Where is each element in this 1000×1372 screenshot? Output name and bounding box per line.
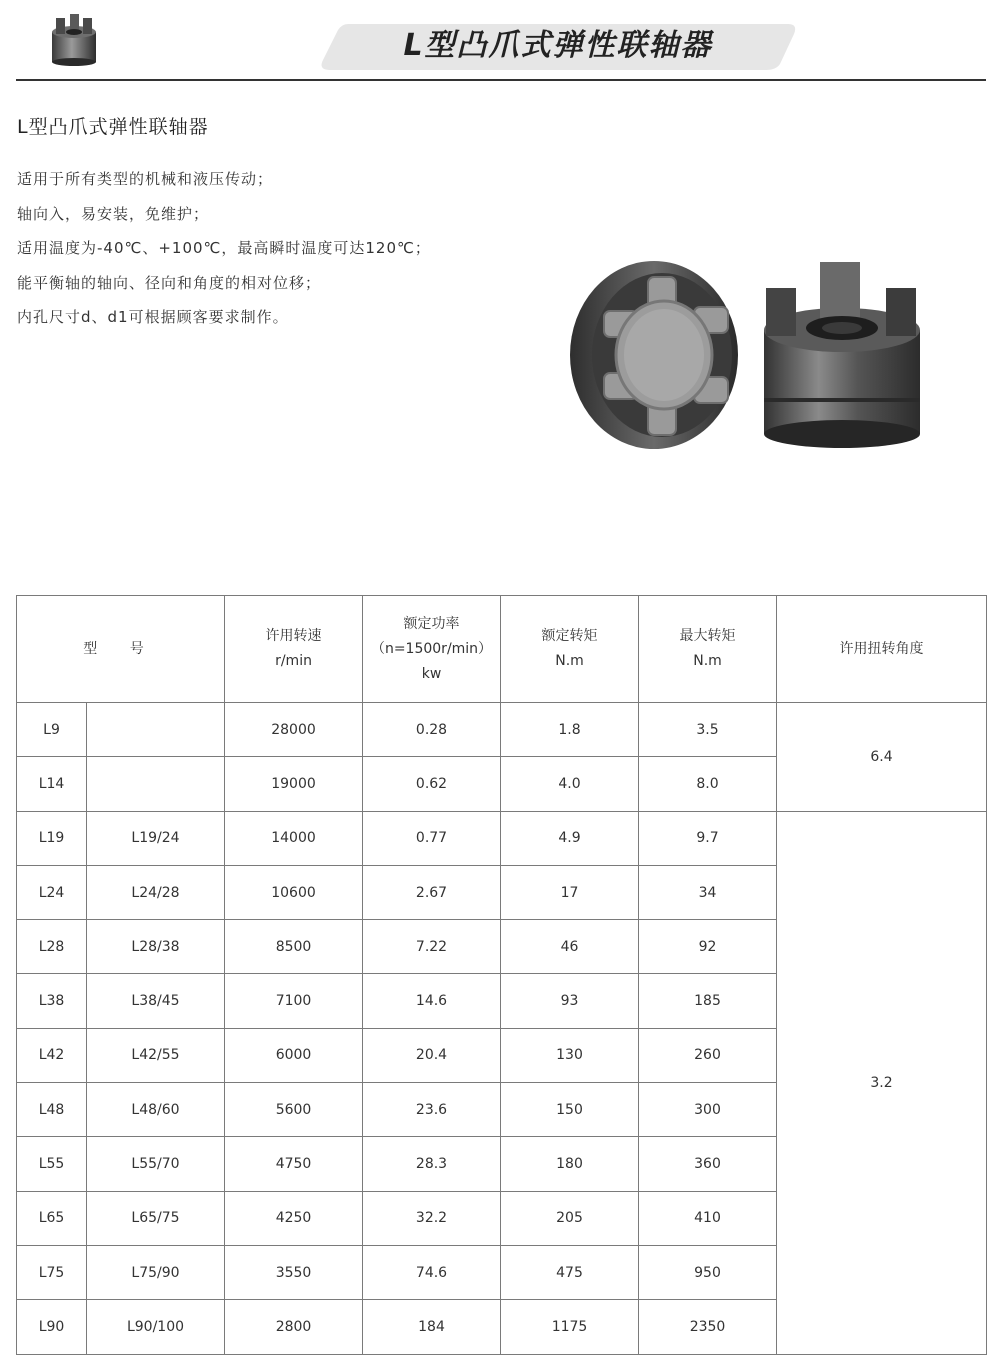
table-row bbox=[17, 811, 987, 865]
cell-alt: L38/45 bbox=[87, 974, 225, 1028]
cell-power: 23.6 bbox=[363, 1083, 501, 1137]
cell-model: L48 bbox=[17, 1083, 87, 1137]
cell-rated-torque: 4.9 bbox=[501, 811, 639, 865]
cell-alt: L42/55 bbox=[87, 1028, 225, 1082]
header-angle: 许用扭转角度 bbox=[777, 596, 987, 703]
cell-speed: 28000 bbox=[225, 703, 363, 757]
cell-max-torque: 950 bbox=[639, 1245, 777, 1299]
cell-max-torque: 300 bbox=[639, 1083, 777, 1137]
feature-item: 适用温度为-40℃、+100℃，最高瞬时温度可达120℃； bbox=[17, 239, 431, 257]
cell-model: L19 bbox=[17, 811, 87, 865]
cell-rated-torque: 475 bbox=[501, 1245, 639, 1299]
cell-alt: L19/24 bbox=[87, 811, 225, 865]
cell-max-torque: 8.0 bbox=[639, 757, 777, 811]
cell-model: L28 bbox=[17, 920, 87, 974]
cell-model: L9 bbox=[17, 703, 87, 757]
cell-power: 74.6 bbox=[363, 1245, 501, 1299]
cell-rated-torque: 130 bbox=[501, 1028, 639, 1082]
banner-title: L型凸爪式弹性联轴器 bbox=[403, 28, 713, 63]
cell-angle-group-1: 6.4 bbox=[777, 703, 987, 812]
cell-power: 0.62 bbox=[363, 757, 501, 811]
cell-power: 14.6 bbox=[363, 974, 501, 1028]
cell-max-torque: 34 bbox=[639, 865, 777, 919]
cell-rated-torque: 180 bbox=[501, 1137, 639, 1191]
cell-power: 184 bbox=[363, 1300, 501, 1354]
cell-max-torque: 185 bbox=[639, 974, 777, 1028]
cell-rated-torque: 1175 bbox=[501, 1300, 639, 1354]
cell-model: L14 bbox=[17, 757, 87, 811]
header-power: 额定功率 （n=1500r/min） kw bbox=[363, 596, 501, 703]
cell-power: 7.22 bbox=[363, 920, 501, 974]
cell-model: L24 bbox=[17, 865, 87, 919]
header-max-torque: 最大转矩 N.m bbox=[639, 596, 777, 703]
cell-speed: 5600 bbox=[225, 1083, 363, 1137]
section-title: L型凸爪式弹性联轴器 bbox=[17, 116, 209, 138]
cell-model: L65 bbox=[17, 1191, 87, 1245]
cell-model: L75 bbox=[17, 1245, 87, 1299]
cell-power: 0.28 bbox=[363, 703, 501, 757]
title-banner bbox=[318, 20, 798, 72]
assembled-coupling-image bbox=[568, 255, 740, 455]
cell-rated-torque: 150 bbox=[501, 1083, 639, 1137]
cell-alt bbox=[87, 703, 225, 757]
cell-rated-torque: 1.8 bbox=[501, 703, 639, 757]
cell-speed: 14000 bbox=[225, 811, 363, 865]
cell-model: L38 bbox=[17, 974, 87, 1028]
cell-power: 20.4 bbox=[363, 1028, 501, 1082]
cell-alt: L24/28 bbox=[87, 865, 225, 919]
header-divider bbox=[16, 79, 986, 81]
feature-list bbox=[17, 162, 431, 335]
cell-max-torque: 2350 bbox=[639, 1300, 777, 1354]
cell-speed: 4250 bbox=[225, 1191, 363, 1245]
cell-power: 32.2 bbox=[363, 1191, 501, 1245]
feature-item: 能平衡轴的轴向、径向和角度的相对位移； bbox=[17, 273, 322, 292]
cell-speed: 3550 bbox=[225, 1245, 363, 1299]
table-header-row bbox=[17, 596, 987, 703]
coupling-hub-image bbox=[758, 258, 928, 458]
cell-speed: 8500 bbox=[225, 920, 363, 974]
cell-max-torque: 410 bbox=[639, 1191, 777, 1245]
feature-item: 轴向入，易安装，免维护； bbox=[17, 204, 210, 223]
cell-speed: 6000 bbox=[225, 1028, 363, 1082]
table-row bbox=[17, 703, 987, 757]
cell-alt: L90/100 bbox=[87, 1300, 225, 1354]
header-rated-torque: 额定转矩 N.m bbox=[501, 596, 639, 703]
header-speed: 许用转速 r/min bbox=[225, 596, 363, 703]
cell-alt: L55/70 bbox=[87, 1137, 225, 1191]
cell-alt bbox=[87, 757, 225, 811]
cell-rated-torque: 17 bbox=[501, 865, 639, 919]
cell-max-torque: 9.7 bbox=[639, 811, 777, 865]
cell-alt: L28/38 bbox=[87, 920, 225, 974]
header-model: 型 号 bbox=[17, 596, 225, 703]
coupling-thumbnail-icon bbox=[46, 10, 102, 66]
cell-rated-torque: 205 bbox=[501, 1191, 639, 1245]
cell-speed: 19000 bbox=[225, 757, 363, 811]
cell-speed: 2800 bbox=[225, 1300, 363, 1354]
cell-alt: L48/60 bbox=[87, 1083, 225, 1137]
cell-speed: 7100 bbox=[225, 974, 363, 1028]
cell-alt: L65/75 bbox=[87, 1191, 225, 1245]
cell-rated-torque: 46 bbox=[501, 920, 639, 974]
cell-model: L90 bbox=[17, 1300, 87, 1354]
cell-model: L42 bbox=[17, 1028, 87, 1082]
feature-item: 内孔尺寸d、d1可根据顾客要求制作。 bbox=[17, 308, 289, 326]
cell-max-torque: 260 bbox=[639, 1028, 777, 1082]
spec-table bbox=[16, 595, 987, 1355]
cell-max-torque: 360 bbox=[639, 1137, 777, 1191]
cell-angle-group-2: 3.2 bbox=[777, 811, 987, 1354]
cell-power: 2.67 bbox=[363, 865, 501, 919]
cell-power: 28.3 bbox=[363, 1137, 501, 1191]
cell-max-torque: 3.5 bbox=[639, 703, 777, 757]
cell-speed: 4750 bbox=[225, 1137, 363, 1191]
cell-rated-torque: 4.0 bbox=[501, 757, 639, 811]
cell-speed: 10600 bbox=[225, 865, 363, 919]
feature-item: 适用于所有类型的机械和液压传动； bbox=[17, 170, 274, 188]
cell-power: 0.77 bbox=[363, 811, 501, 865]
cell-alt: L75/90 bbox=[87, 1245, 225, 1299]
cell-max-torque: 92 bbox=[639, 920, 777, 974]
cell-rated-torque: 93 bbox=[501, 974, 639, 1028]
cell-model: L55 bbox=[17, 1137, 87, 1191]
